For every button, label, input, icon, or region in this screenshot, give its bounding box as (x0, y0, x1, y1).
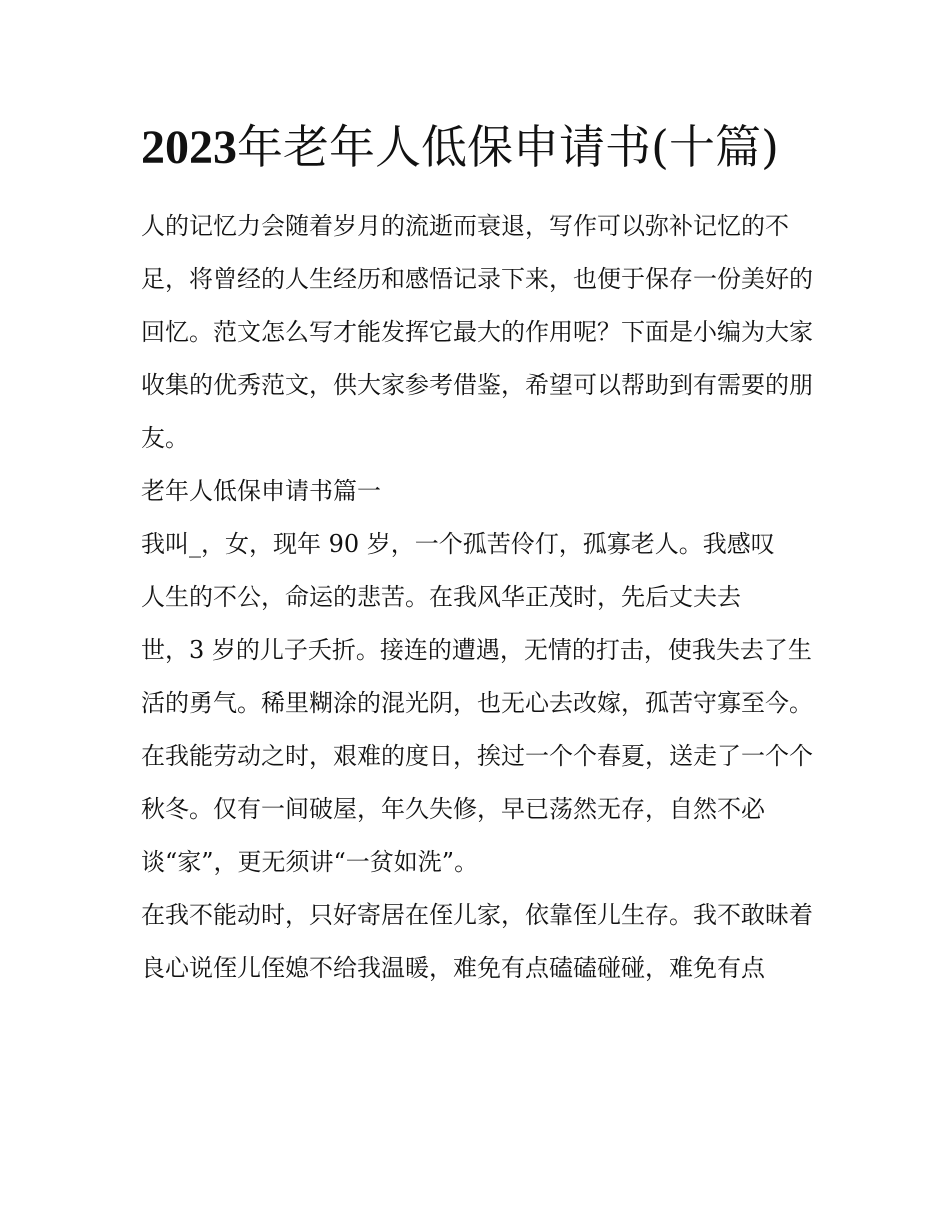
paragraph-3: 在我不能动时，只好寄居在侄儿家，依靠侄儿生存。我不敢昧着良心说侄儿侄媳不给我温暖，难免有点磕磕碰碰，难免有点 (141, 901, 813, 982)
intro-paragraph: 人的记忆力会随着岁月的流逝而衰退，写作可以弥补记忆的不足，将曾经的人生经历和感悟记录下来，也便于保存一份美好的回忆。范文怎么写才能发挥它最大的作用呢？下面是小编为大家收集的优秀范文，供大家参考借鉴，希望可以帮助到有需要的朋友。 (141, 212, 813, 452)
paragraph-1-line-2: 人生的不公，命运的悲苦。在我风华正茂时，先后丈夫去 (141, 583, 741, 611)
document-body (141, 200, 813, 995)
paragraph-1 (141, 518, 813, 730)
section-heading: 老年人低保申请书篇一 (141, 477, 381, 505)
title-year: 2023 (141, 121, 237, 174)
paragraph-1-rest: 世，3 岁的儿子夭折。接连的遭遇，无情的打击，使我失去了生活的勇气。稀里糊涂的混光阴，也无心去改嫁，孤苦守寡至今。 (141, 636, 813, 717)
paragraph-2: 在我能劳动之时，艰难的度日，挨过一个个春夏，送走了一个个秋冬。仅有一间破屋，年久失修，早已荡然无存，自然不必谈“家”，更无须讲“一贫如洗”。 (141, 742, 813, 876)
document-content (141, 108, 813, 995)
paragraph-1-line-1: 我叫_，女，现年 90 岁，一个孤苦伶仃，孤寡老人。我感叹 (141, 530, 775, 558)
title-text: 年老年人低保申请书(十篇) (237, 120, 779, 174)
document-title (141, 108, 813, 187)
